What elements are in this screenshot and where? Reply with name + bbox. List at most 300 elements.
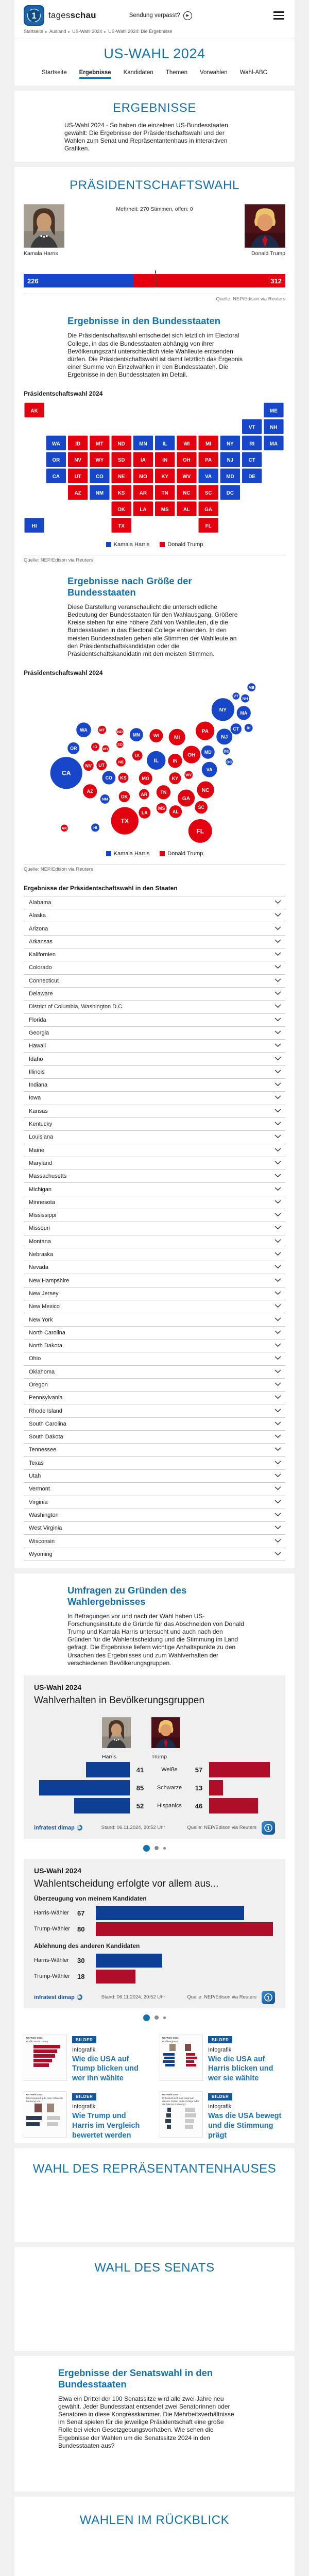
chevron-down-icon — [274, 1043, 281, 1049]
tagesschau-logo[interactable] — [24, 5, 96, 26]
map-state-AR[interactable] — [133, 485, 153, 500]
map-state-DC[interactable] — [220, 485, 240, 500]
map-state-NC[interactable] — [176, 485, 196, 500]
svg-text:NE: NE — [117, 474, 125, 480]
state-accordion-row[interactable] — [24, 1378, 285, 1391]
chevron-down-icon — [274, 926, 281, 930]
map-state-CA[interactable] — [46, 468, 66, 483]
bubble-state-CA[interactable] — [49, 756, 82, 789]
state-accordion-row[interactable] — [24, 1091, 285, 1104]
us-states-bubble-map[interactable] — [24, 680, 285, 846]
chevron-down-icon — [274, 1447, 281, 1451]
state-accordion-row[interactable] — [24, 948, 285, 961]
state-accordion-label: New York — [29, 1316, 53, 1323]
map-state-NE[interactable] — [111, 468, 131, 483]
svg-text:NV: NV — [74, 457, 81, 464]
trump-value: 46 — [195, 1802, 203, 1810]
trump-bar — [209, 1762, 270, 1777]
decision-row — [34, 1969, 275, 1985]
bubble-state-UT[interactable] — [96, 760, 107, 771]
chevron-down-icon — [274, 1526, 281, 1530]
map-state-NV[interactable] — [67, 452, 88, 467]
chevron-down-icon — [274, 1070, 281, 1074]
state-accordion-row[interactable] — [24, 1521, 285, 1534]
state-accordion-row[interactable] — [24, 1417, 285, 1430]
carousel-dot-3[interactable] — [163, 1847, 166, 1850]
state-accordion-row[interactable] — [24, 1352, 285, 1365]
state-accordion-label: Connecticut — [29, 977, 59, 984]
bubble-state-LA[interactable] — [138, 806, 150, 819]
state-accordion-row[interactable] — [24, 1534, 285, 1547]
chart1-source: Quelle: NEP/Edison via Reuters — [187, 1825, 256, 1831]
teaser-thumbnail — [160, 2091, 203, 2138]
harris-bar — [74, 1798, 130, 1814]
bubble-state-NM[interactable] — [100, 794, 110, 804]
bubble-state-MN[interactable] — [129, 727, 143, 741]
sendung-verpasst-link[interactable]: Sendung verpasst? ▶ — [129, 11, 192, 20]
section-tabs — [14, 62, 295, 86]
map-state-UT[interactable] — [67, 468, 88, 483]
state-accordion-row[interactable] — [24, 1430, 285, 1443]
bubble-state-SD[interactable] — [116, 740, 124, 748]
svg-text:MD: MD — [204, 749, 212, 755]
svg-text:OH: OH — [187, 752, 196, 758]
play-icon[interactable]: ▶ — [183, 11, 192, 20]
bubble-state-MT[interactable] — [97, 725, 106, 734]
state-accordion-row[interactable] — [24, 1496, 285, 1509]
svg-text:UT: UT — [98, 762, 105, 768]
bubble-state-VA[interactable] — [201, 761, 217, 777]
teaser-title[interactable]: Was die USA bewegt und die Stimmung prägt — [208, 2112, 282, 2140]
map-state-ND[interactable] — [111, 435, 131, 450]
svg-text:IN: IN — [172, 758, 177, 764]
svg-text:NC: NC — [182, 490, 190, 497]
source-note: Quelle: NEP/Edison via Reuters — [216, 296, 285, 302]
state-accordion-row[interactable] — [24, 1313, 285, 1326]
state-accordion-label: Missouri — [29, 1225, 50, 1232]
map-state-MA[interactable] — [263, 435, 283, 450]
trump-value: 57 — [195, 1766, 203, 1774]
dimap-donut-icon — [77, 1825, 82, 1831]
state-accordion-row[interactable] — [24, 1365, 285, 1378]
map-state-CO[interactable] — [89, 468, 109, 483]
map-state-AK[interactable] — [24, 402, 44, 417]
map-state-GA[interactable] — [198, 501, 218, 516]
state-accordion-row[interactable] — [24, 1248, 285, 1261]
state-accordion-label: Georgia — [29, 1029, 49, 1036]
map-state-OK[interactable] — [111, 501, 131, 516]
state-accordion-label: Wyoming — [29, 1551, 53, 1557]
map-state-PA[interactable] — [198, 452, 218, 467]
state-accordion-label: Utah — [29, 1473, 41, 1480]
bubble-state-DE[interactable] — [222, 747, 230, 755]
map-state-WY[interactable] — [89, 452, 109, 467]
thumb-title: Profilvergleich — [162, 2040, 178, 2043]
carousel-dot-2[interactable] — [154, 2015, 159, 2020]
bubble-state-NY[interactable] — [211, 698, 235, 721]
thumb-kicker: US-Wahl 2024 — [26, 2037, 43, 2040]
state-accordion-row[interactable] — [24, 1026, 285, 1039]
svg-text:WY: WY — [102, 746, 109, 751]
state-accordion-row[interactable] — [24, 1000, 285, 1013]
teaser-thumbnail — [160, 2035, 203, 2081]
map-state-MT[interactable] — [89, 435, 109, 450]
bubble-state-MD[interactable] — [201, 745, 215, 759]
map-state-AZ[interactable] — [67, 485, 88, 500]
state-accordion-row[interactable] — [24, 896, 285, 909]
bubble-state-KY[interactable] — [168, 772, 181, 784]
tab-startseite[interactable]: Startseite — [42, 70, 67, 76]
state-accordion-row[interactable] — [24, 1443, 285, 1456]
value-label: 80 — [77, 1925, 85, 1933]
map-state-TX[interactable] — [111, 518, 131, 533]
map-state-SC[interactable] — [198, 485, 218, 500]
teaser-card-1[interactable] — [24, 2035, 149, 2083]
bubble-state-NE[interactable] — [116, 757, 126, 767]
chevron-down-icon — [274, 1239, 281, 1243]
chevron-down-icon — [274, 1421, 281, 1426]
chevron-down-icon — [274, 1004, 281, 1010]
state-accordion-row[interactable] — [24, 935, 285, 948]
chevron-down-icon — [274, 1265, 281, 1269]
bubble-state-OH[interactable] — [182, 745, 201, 764]
chevron-down-icon — [274, 1447, 281, 1453]
map-state-IA[interactable] — [133, 452, 153, 467]
teaser-card-4[interactable] — [160, 2091, 285, 2140]
map-state-TN[interactable] — [154, 485, 175, 500]
state-accordion-row[interactable] — [24, 1013, 285, 1026]
decision-row — [34, 1921, 275, 1937]
map-state-OH[interactable] — [176, 452, 196, 467]
map-state-ID[interactable] — [67, 435, 88, 450]
svg-text:NY: NY — [226, 441, 234, 447]
states-accordion — [24, 896, 285, 1561]
svg-text:CA: CA — [61, 769, 71, 777]
carousel-dot-1[interactable] — [143, 1845, 150, 1852]
state-accordion-row[interactable] — [24, 1509, 285, 1521]
map-state-WA[interactable] — [46, 435, 66, 450]
svg-text:GA: GA — [182, 795, 190, 802]
state-accordion-row[interactable] — [24, 974, 285, 987]
state-accordion-row[interactable] — [24, 987, 285, 1000]
breadcrumb-item[interactable]: US-Wahl 2024 — [72, 29, 102, 34]
state-accordion-label: Alaska — [29, 912, 46, 919]
state-accordion-row[interactable] — [24, 1039, 285, 1052]
state-accordion-row[interactable] — [24, 1117, 285, 1130]
chevron-down-icon — [274, 1409, 281, 1413]
teaser-thumbnail — [24, 2035, 67, 2081]
carousel-dot-3[interactable] — [163, 2016, 166, 2019]
harris-name: Kamala Harris — [24, 250, 58, 257]
teaser-title[interactable]: Wie die USA auf Trump blicken und wer ihn wählte — [72, 2055, 139, 2082]
electoral-college-bar — [24, 274, 285, 287]
svg-text:TN: TN — [161, 490, 168, 497]
bubble-state-ME[interactable] — [247, 683, 255, 691]
teaser-kicker: Infografik — [72, 2104, 96, 2110]
bubble-state-IL[interactable] — [146, 751, 166, 770]
bubble-state-FL[interactable] — [188, 819, 212, 843]
state-accordion-row[interactable] — [24, 1144, 285, 1157]
senate-results-title: Ergebnisse der Senatswahl in den Bundesstaaten — [58, 2367, 213, 2390]
legend-label: Donald Trump — [167, 850, 203, 857]
state-accordion-row[interactable] — [24, 1326, 285, 1339]
state-accordion-row[interactable] — [24, 1261, 285, 1274]
map-source: Quelle: NEP/Edison via Reuters — [24, 557, 93, 564]
decision-group-label: Ablehnung des anderen Kandidaten — [34, 1942, 140, 1950]
trump-bar — [209, 1780, 223, 1795]
chevron-down-icon — [274, 1213, 281, 1217]
teaser-body — [72, 2091, 149, 2140]
chevron-down-icon — [274, 952, 281, 956]
map-state-NJ[interactable] — [220, 452, 240, 467]
svg-text:ME: ME — [248, 685, 254, 690]
bubble-state-OR[interactable] — [67, 742, 79, 754]
bubble-state-ID[interactable] — [91, 742, 99, 751]
state-accordion-row[interactable] — [24, 1469, 285, 1482]
chevron-down-icon — [274, 965, 281, 969]
chevron-down-icon — [274, 1252, 281, 1256]
state-accordion-row[interactable] — [24, 909, 285, 922]
carousel-dot-2[interactable] — [154, 1846, 159, 1850]
bubble-state-OK[interactable] — [118, 791, 130, 803]
svg-text:AZ: AZ — [74, 490, 81, 497]
bubble-chart-label: Präsidentschaftswahl 2024 — [24, 669, 103, 676]
carousel-dot-1[interactable] — [143, 2014, 150, 2021]
harris-bar — [39, 1780, 130, 1795]
bubble-state-AL[interactable] — [168, 805, 182, 818]
chevron-down-icon — [274, 1082, 281, 1087]
map-state-KY[interactable] — [154, 468, 175, 483]
bubble-state-NV[interactable] — [83, 760, 94, 771]
legend-label: Kamala Harris — [113, 850, 150, 857]
state-accordion-row[interactable] — [24, 1182, 285, 1195]
chevron-down-icon — [274, 1473, 281, 1478]
breadcrumb-item[interactable]: US-Wahl 2024: Die Ergebnisse — [108, 29, 173, 34]
state-accordion-row[interactable] — [24, 1130, 285, 1143]
us-states-winner-map[interactable] — [24, 400, 285, 537]
bubble-state-PA[interactable] — [195, 721, 215, 741]
state-accordion-row[interactable] — [24, 1235, 285, 1248]
bubble-state-GA[interactable] — [177, 789, 195, 807]
tagesschau-logo-icon — [24, 5, 44, 26]
state-accordion-row[interactable] — [24, 1078, 285, 1091]
infratest-dimap-logo: infratest dimap — [34, 1825, 82, 1831]
teaser-body — [72, 2035, 149, 2083]
state-accordion-row[interactable] — [24, 1287, 285, 1300]
tab-vorwahlen[interactable]: Vorwahlen — [200, 70, 228, 76]
house-title: WAHL DES REPRÄSENTANTENHAUSES — [32, 2162, 277, 2176]
tab-ergebnisse[interactable]: Ergebnisse — [79, 70, 111, 79]
svg-text:FL: FL — [196, 827, 204, 835]
state-accordion-row[interactable] — [24, 1339, 285, 1352]
teaser-card-3[interactable] — [24, 2091, 149, 2140]
map-state-MO[interactable] — [133, 468, 153, 483]
svg-text:UT: UT — [74, 474, 81, 480]
value-label: 30 — [77, 1956, 85, 1964]
bubble-state-ND[interactable] — [116, 728, 124, 736]
chevron-down-icon — [274, 1291, 281, 1295]
bubble-state-TN[interactable] — [156, 785, 171, 800]
chevron-down-icon — [274, 1461, 281, 1465]
state-accordion-row[interactable] — [24, 1456, 285, 1469]
bubble-state-CT[interactable] — [230, 723, 242, 735]
teaser-body — [208, 2091, 285, 2140]
bubble-state-KS[interactable] — [117, 772, 128, 783]
bubble-state-NH[interactable] — [241, 694, 249, 703]
chart1-stand: Stand: 06.11.2024, 20:52 Uhr — [101, 1825, 165, 1831]
bubble-state-WV[interactable] — [184, 770, 193, 779]
trump-bar — [209, 1798, 258, 1814]
state-accordion-row[interactable] — [24, 1404, 285, 1417]
map-state-NH[interactable] — [263, 419, 283, 434]
svg-text:VA: VA — [206, 767, 212, 772]
map-state-IN[interactable] — [154, 452, 175, 467]
teaser-card-2[interactable] — [160, 2035, 285, 2083]
chevron-down-icon — [274, 1525, 281, 1531]
logo-wordmark: tagesschau — [48, 10, 96, 20]
state-accordion-label: Alabama — [29, 900, 52, 906]
state-accordion-label: Montana — [29, 1238, 51, 1245]
tab-kandidaten[interactable]: Kandidaten — [123, 70, 153, 76]
tab-themen[interactable]: Themen — [165, 70, 187, 76]
map-state-CT[interactable] — [242, 452, 262, 467]
state-accordion-row[interactable] — [24, 1052, 285, 1065]
state-accordion-row[interactable] — [24, 961, 285, 974]
harris-photo-small — [102, 1714, 131, 1752]
map-state-NY[interactable] — [220, 435, 240, 450]
map-state-VT[interactable] — [242, 419, 262, 434]
bubble-state-NC[interactable] — [196, 781, 214, 799]
map-state-MS[interactable] — [154, 501, 175, 516]
bubble-state-VT[interactable] — [232, 692, 239, 700]
svg-text:1: 1 — [31, 11, 37, 21]
bubble-state-WI[interactable] — [149, 728, 163, 742]
chevron-down-icon — [274, 1264, 281, 1270]
map-state-FL[interactable] — [198, 518, 218, 533]
tab-wahl-abc[interactable]: Wahl-ABC — [239, 70, 267, 76]
chevron-down-icon — [274, 1278, 281, 1284]
state-accordion-row[interactable] — [24, 1157, 285, 1170]
state-accordion-row[interactable] — [24, 1482, 285, 1495]
state-accordion-row[interactable] — [24, 1391, 285, 1404]
bubble-state-IN[interactable] — [167, 753, 182, 768]
map-state-MD[interactable] — [220, 468, 240, 483]
state-accordion-row[interactable] — [24, 1222, 285, 1234]
svg-text:VT: VT — [233, 693, 238, 699]
bubble-state-AR[interactable] — [139, 789, 149, 800]
bubble-state-IA[interactable] — [132, 750, 143, 761]
demographics-rows — [34, 1761, 275, 1815]
infographic-teasers — [24, 2035, 285, 2140]
svg-text:MI: MI — [205, 441, 211, 447]
state-accordion-label: Colorado — [29, 964, 52, 971]
map-state-MI[interactable] — [198, 435, 218, 450]
map-state-ME[interactable] — [263, 402, 283, 417]
breadcrumb-item[interactable]: Ausland — [49, 29, 66, 34]
map-state-VA[interactable] — [198, 468, 218, 483]
bubble-state-SC[interactable] — [194, 801, 208, 814]
legend-label: Donald Trump — [167, 541, 203, 548]
state-accordion-label: Oklahoma — [29, 1368, 55, 1375]
svg-text:IL: IL — [162, 441, 167, 447]
chevron-down-icon — [274, 1278, 281, 1282]
map-state-AL[interactable] — [176, 501, 196, 516]
chevron-down-icon — [274, 1017, 281, 1023]
bubble-state-MA[interactable] — [236, 705, 251, 720]
bubble-state-AK[interactable] — [60, 824, 68, 832]
svg-text:AZ: AZ — [87, 788, 93, 794]
thumb-title: Entwickelt sich das Land auf diesem Gebiet in die richtige oder die falsche Richtung? — [162, 2097, 199, 2107]
bubble-state-MS[interactable] — [156, 803, 167, 814]
bubble-state-WY[interactable] — [101, 745, 109, 753]
teaser-title[interactable]: Wie die USA auf Harris blicken und wer sie wählte — [208, 2055, 273, 2082]
map-state-IL[interactable] — [154, 435, 175, 450]
bubble-state-MI[interactable] — [168, 728, 185, 745]
breadcrumb-item[interactable]: Startseite — [24, 29, 44, 34]
state-accordion-label: Tennessee — [29, 1447, 57, 1453]
map-state-WI[interactable] — [176, 435, 196, 450]
house-card — [14, 2148, 295, 2242]
map-state-SD[interactable] — [111, 452, 131, 467]
bilder-badge: BILDER — [72, 2036, 96, 2043]
map-state-KS[interactable] — [111, 485, 131, 500]
map-state-MN[interactable] — [133, 435, 153, 450]
hamburger-menu-icon[interactable] — [272, 9, 285, 21]
bubble-state-DC[interactable] — [225, 758, 233, 766]
state-accordion-row[interactable] — [24, 1105, 285, 1117]
map-state-OR[interactable] — [46, 452, 66, 467]
map-state-LA[interactable] — [133, 501, 153, 516]
trump-photo — [245, 204, 285, 248]
map-state-NM[interactable] — [89, 485, 109, 500]
bilder-badge: BILDER — [208, 2036, 232, 2043]
map-state-DE[interactable] — [242, 468, 262, 483]
bubble-state-MO[interactable] — [139, 771, 152, 785]
bubble-state-TX[interactable] — [110, 807, 139, 835]
svg-text:SC: SC — [204, 490, 212, 497]
map-state-RI[interactable] — [242, 435, 262, 450]
bubble-state-HI[interactable] — [91, 823, 99, 832]
state-accordion-row[interactable] — [24, 1274, 285, 1286]
state-accordion-row[interactable] — [24, 1300, 285, 1313]
senate-results-text: Etwa ein Drittel der 100 Senatssitze wird alle zwei Jahre neu gewählt. Jeder Bundesstaat entsendet zwei Senatorinnen oder Senatoren in diese Kongresskammer. Die Mehrheitsverhältnisse im Senat spielen für die jeweilige Präsidentschaft eine große Rolle bei vielen Gesetzgebungsvorhaben. Wie sehen die Ergebnisse der Wahlen um die Senatssitze 2024 in den Bundesstaaten aus? — [58, 2395, 234, 2449]
bubble-state-WA[interactable] — [76, 722, 91, 738]
svg-text:MT: MT — [99, 727, 105, 733]
map-state-WV[interactable] — [176, 468, 196, 483]
teaser-kicker: Infografik — [72, 2046, 96, 2053]
legend-item — [106, 541, 150, 548]
value-label: 18 — [77, 1972, 85, 1980]
harris-bar — [86, 1762, 130, 1777]
state-accordion-row[interactable] — [24, 1170, 285, 1182]
state-accordion-row[interactable] — [24, 1209, 285, 1222]
teaser-title[interactable]: Wie Trump und Harris im Vergleich bewertet werden — [72, 2112, 140, 2140]
state-accordion-row[interactable] — [24, 1065, 285, 1078]
chart2-title: Wahlentscheidung erfolgte vor allem aus... — [34, 1878, 219, 1889]
state-accordion-row[interactable] — [24, 1196, 285, 1209]
map-state-HI[interactable] — [24, 518, 44, 533]
bubble-state-CO[interactable] — [101, 771, 115, 785]
state-accordion-row[interactable] — [24, 922, 285, 935]
decision-groups — [34, 1895, 275, 1985]
chevron-down-icon — [274, 1473, 281, 1479]
bubble-state-AZ[interactable] — [82, 784, 97, 799]
svg-text:MA: MA — [239, 710, 247, 716]
bubble-state-RI[interactable] — [244, 723, 253, 732]
chevron-down-icon — [274, 1030, 281, 1035]
state-accordion-row[interactable] — [24, 1548, 285, 1561]
chevron-down-icon — [274, 939, 281, 945]
